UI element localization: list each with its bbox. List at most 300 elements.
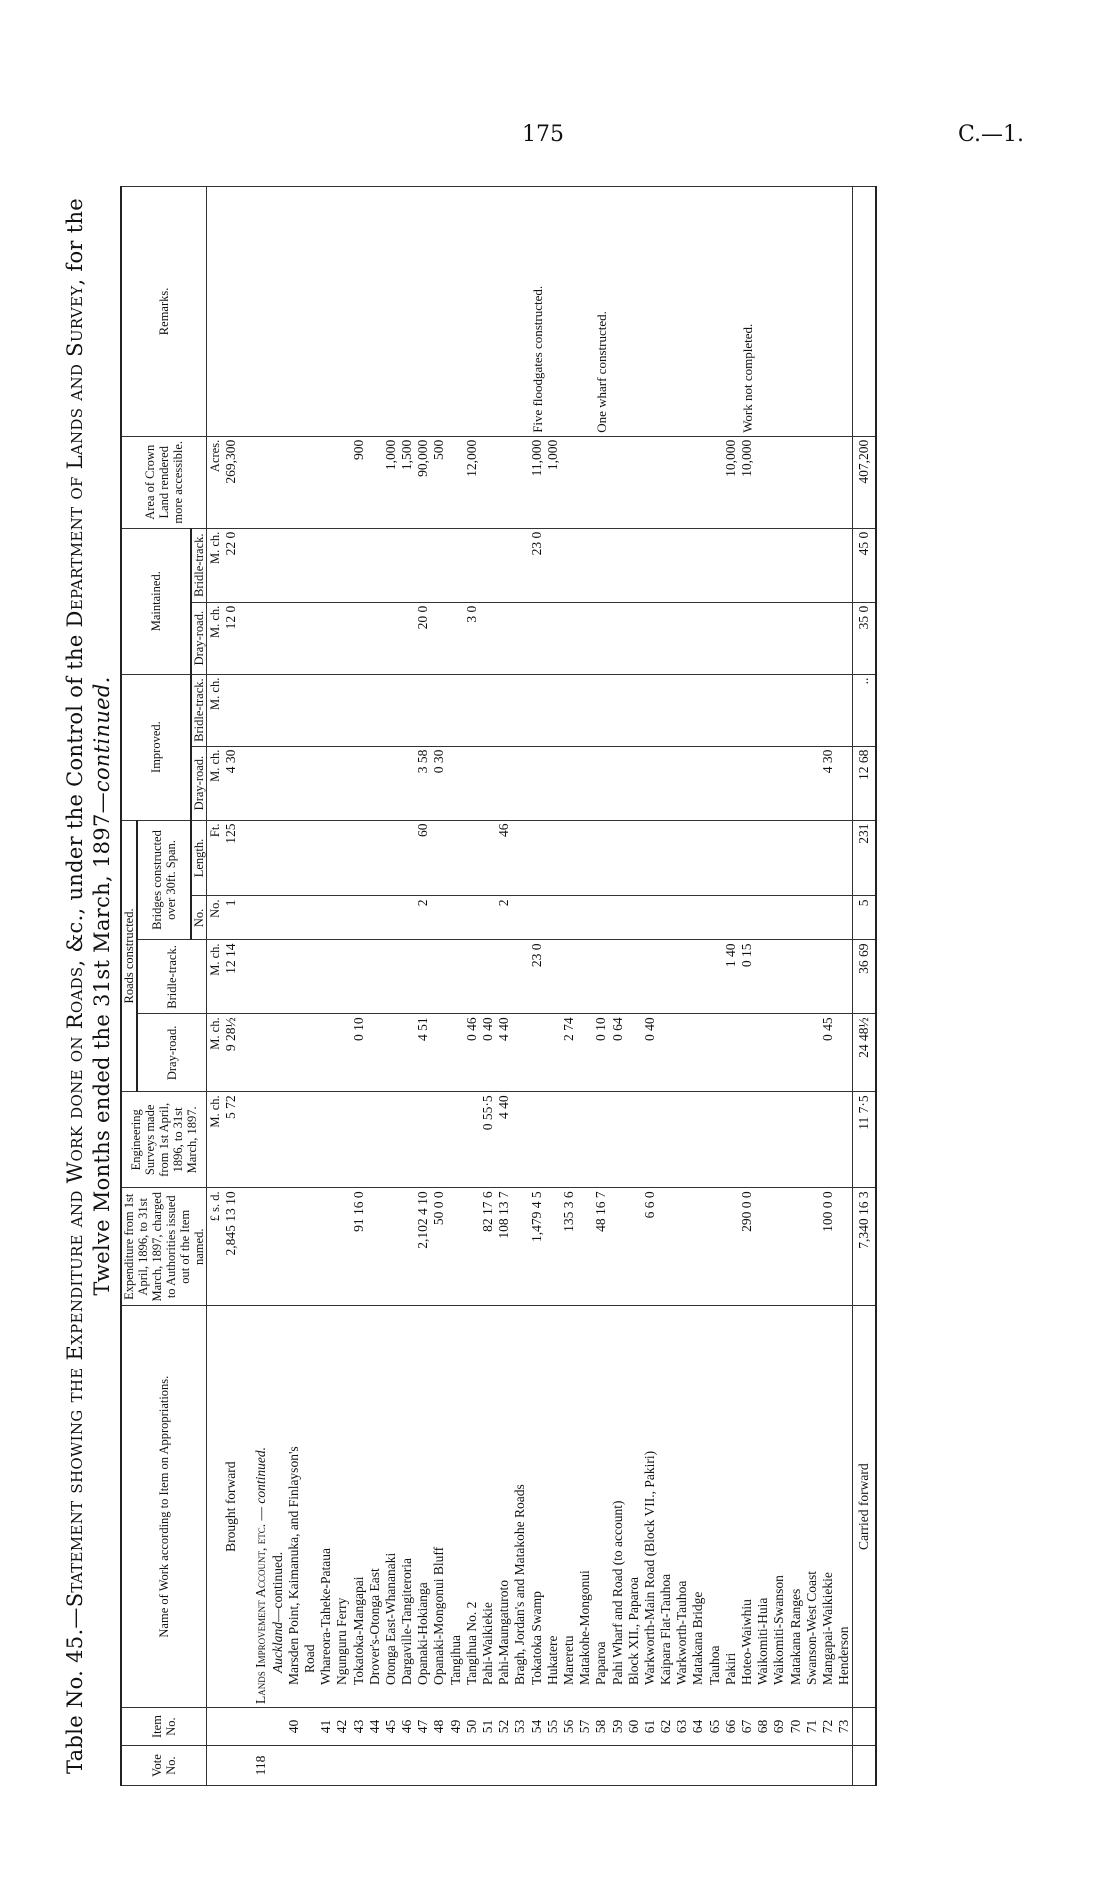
cell-b-no	[318, 896, 334, 940]
cell-c-bridle	[820, 940, 836, 1014]
cell-i-dray	[464, 746, 480, 820]
cell-m-bridle	[674, 528, 690, 602]
cell-m-bridle	[723, 528, 739, 602]
work-name: Opanaki-Hokianga	[415, 1306, 431, 1708]
cell-c-bridle	[755, 940, 771, 1014]
cell-i-bridle	[464, 674, 480, 746]
cell-i-bridle	[334, 674, 350, 746]
cell-b-len	[367, 820, 383, 896]
cell-exp	[836, 1188, 853, 1306]
cell-area	[771, 436, 787, 528]
cell-eng	[415, 1092, 431, 1188]
table-row	[561, 187, 577, 1786]
item-number: 49	[447, 1708, 463, 1746]
cell-i-bridle	[367, 674, 383, 746]
cell-c-dray: 0 64	[609, 1014, 625, 1092]
cell-eng	[577, 1092, 593, 1188]
cell-b-len	[626, 820, 642, 896]
remarks-cell	[642, 187, 658, 437]
item-number: 72	[820, 1708, 836, 1746]
cell-exp	[545, 1188, 561, 1306]
cell-b-len	[399, 820, 415, 896]
remarks-cell	[771, 187, 787, 437]
subsection-heading: Auckland	[269, 1622, 285, 1674]
remarks-cell	[334, 187, 350, 437]
cell-i-dray	[399, 746, 415, 820]
table-row	[286, 187, 302, 1786]
cell-exp: 2,102 4 10	[415, 1188, 431, 1306]
cell-c-bridle	[561, 940, 577, 1014]
cell-exp	[658, 1188, 674, 1306]
cell-eng	[626, 1092, 642, 1188]
cell-area	[496, 436, 512, 528]
cell-i-bridle	[561, 674, 577, 746]
cell-i-dray	[561, 746, 577, 820]
cell-m-dray	[836, 602, 853, 674]
cell-c-bridle	[658, 940, 674, 1014]
work-name: Swanson-West Coast	[804, 1306, 820, 1708]
cell-m-dray	[383, 602, 399, 674]
cell-m-bridle	[820, 528, 836, 602]
cell-i-dray	[658, 746, 674, 820]
cell-c-dray	[399, 1014, 415, 1092]
cell-area: 11,000	[528, 436, 544, 528]
remarks-cell: Work not completed.	[739, 187, 755, 437]
table-row	[496, 187, 512, 1786]
cell-i-dray: 3 58	[415, 746, 431, 820]
brought-forward-row: Brought forward 2,845 13 10 5 72 9 28½ 12 14 1 125 4 30 12 0 22 0 269,300	[223, 187, 239, 1786]
cell-i-bridle	[302, 674, 318, 746]
cell-m-dray	[286, 602, 302, 674]
cell-c-bridle	[302, 940, 318, 1014]
cell-area	[593, 436, 609, 528]
table-row	[383, 187, 399, 1786]
cell-area: 10,000	[723, 436, 739, 528]
cell-c-dray	[577, 1014, 593, 1092]
cell-c-dray	[367, 1014, 383, 1092]
work-name: Henderson	[836, 1306, 853, 1708]
table-row	[302, 187, 318, 1786]
cell-i-dray	[804, 746, 820, 820]
cell-m-bridle	[804, 528, 820, 602]
vote-number: 118	[253, 1746, 269, 1786]
cell-i-dray	[755, 746, 771, 820]
remarks-cell	[431, 187, 447, 437]
cell-c-dray	[658, 1014, 674, 1092]
cell-exp	[626, 1188, 642, 1306]
cell-eng	[447, 1092, 463, 1188]
cell-i-bridle	[528, 674, 544, 746]
cell-i-dray	[706, 746, 722, 820]
work-name: Waikomiti-Swanson	[771, 1306, 787, 1708]
cell-m-bridle	[593, 528, 609, 602]
remarks-cell	[577, 187, 593, 437]
work-name: Bragh, Jordan's and Matakohe Roads	[512, 1306, 528, 1708]
cell-c-dray	[674, 1014, 690, 1092]
work-name: Tangihua	[447, 1306, 463, 1708]
header-area: Area of Crown Land rendered more accessible.	[121, 436, 207, 528]
cell-i-dray	[723, 746, 739, 820]
cell-m-dray	[577, 602, 593, 674]
item-number: 58	[593, 1708, 609, 1746]
cell-c-dray	[723, 1014, 739, 1092]
table-row	[350, 187, 366, 1786]
cell-area	[318, 436, 334, 528]
cell-c-bridle: 1 40	[723, 940, 739, 1014]
cell-c-dray: 0 45	[820, 1014, 836, 1092]
item-number: 71	[804, 1708, 820, 1746]
cell-i-bridle	[609, 674, 625, 746]
cell-i-bridle	[350, 674, 366, 746]
table-row	[415, 187, 431, 1786]
work-name: Mangapai-Waikiekie	[820, 1306, 836, 1708]
cell-b-len	[545, 820, 561, 896]
cell-i-bridle	[771, 674, 787, 746]
remarks-cell	[804, 187, 820, 437]
cell-b-no	[302, 896, 318, 940]
cell-area: 900	[350, 436, 366, 528]
cell-i-dray	[286, 746, 302, 820]
cell-c-bridle	[496, 940, 512, 1014]
cell-c-dray: 4 40	[496, 1014, 512, 1092]
cell-c-dray: 0 10	[593, 1014, 609, 1092]
cell-m-dray: 3 0	[464, 602, 480, 674]
remarks-cell	[755, 187, 771, 437]
cell-m-dray	[658, 602, 674, 674]
cell-area	[674, 436, 690, 528]
cell-m-dray	[609, 602, 625, 674]
header-bridges-length: Length.	[191, 820, 207, 896]
remarks-cell: One wharf constructed.	[593, 187, 609, 437]
cell-i-bridle	[545, 674, 561, 746]
cell-c-bridle	[836, 940, 853, 1014]
cell-area	[609, 436, 625, 528]
cell-m-bridle: 23 0	[528, 528, 544, 602]
cell-i-dray	[496, 746, 512, 820]
cell-eng	[787, 1092, 803, 1188]
item-number: 68	[755, 1708, 771, 1746]
cell-c-dray	[318, 1014, 334, 1092]
cell-b-no: 2	[415, 896, 431, 940]
cell-c-bridle	[367, 940, 383, 1014]
work-name: Waikomiti-Huia	[755, 1306, 771, 1708]
cell-i-bridle	[674, 674, 690, 746]
work-name: Marsden Point, Kaimanuka, and Finlayson's	[286, 1306, 302, 1708]
cell-i-bridle	[820, 674, 836, 746]
table-row	[480, 187, 496, 1786]
cell-c-bridle	[431, 940, 447, 1014]
cell-area: 10,000	[739, 436, 755, 528]
work-name: Dargaville-Tangiteroria	[399, 1306, 415, 1708]
cell-m-dray	[350, 602, 366, 674]
statement-table	[120, 186, 877, 1786]
cell-m-dray	[528, 602, 544, 674]
cell-i-bridle	[658, 674, 674, 746]
table-row	[787, 187, 803, 1786]
cell-b-len	[723, 820, 739, 896]
remarks-cell: Five floodgates constructed.	[528, 187, 544, 437]
cell-area	[804, 436, 820, 528]
cell-m-dray	[334, 602, 350, 674]
cell-m-dray	[626, 602, 642, 674]
work-name: Drover's-Otonga East	[367, 1306, 383, 1708]
item-number: 60	[626, 1708, 642, 1746]
cell-m-bridle	[755, 528, 771, 602]
cell-m-dray	[755, 602, 771, 674]
work-name: Pahi-Maungaturoto	[496, 1306, 512, 1708]
remarks-cell	[447, 187, 463, 437]
table-row	[642, 187, 658, 1786]
cell-m-dray	[399, 602, 415, 674]
cell-m-dray	[690, 602, 706, 674]
work-name: Warkworth-Tauhoa	[674, 1306, 690, 1708]
table-row	[658, 187, 674, 1786]
table-row	[755, 187, 771, 1786]
cell-b-len	[302, 820, 318, 896]
table-row	[545, 187, 561, 1786]
item-number: 47	[415, 1708, 431, 1746]
cell-m-bridle	[739, 528, 755, 602]
work-name: Opanaki-Mongonui Bluff	[431, 1306, 447, 1708]
work-name: Road	[302, 1306, 318, 1708]
cell-c-bridle	[787, 940, 803, 1014]
cell-b-no	[561, 896, 577, 940]
cell-b-len	[431, 820, 447, 896]
work-name: Tangihua No. 2	[464, 1306, 480, 1708]
cell-c-dray	[528, 1014, 544, 1092]
cell-c-bridle	[674, 940, 690, 1014]
cell-exp	[367, 1188, 383, 1306]
remarks-cell	[496, 187, 512, 437]
cell-b-no	[609, 896, 625, 940]
work-name: Pahi-Waikiekie	[480, 1306, 496, 1708]
cell-exp	[399, 1188, 415, 1306]
cell-i-bridle	[431, 674, 447, 746]
work-name: Tokatoka-Mangapai	[350, 1306, 366, 1708]
cell-area: 1,000	[383, 436, 399, 528]
cell-eng	[528, 1092, 544, 1188]
cell-c-dray	[690, 1014, 706, 1092]
cell-m-bridle	[286, 528, 302, 602]
cell-b-no	[690, 896, 706, 940]
cell-m-bridle	[787, 528, 803, 602]
cell-i-bridle	[836, 674, 853, 746]
cell-b-no	[642, 896, 658, 940]
cell-i-dray	[739, 746, 755, 820]
cell-i-dray	[609, 746, 625, 820]
cell-m-bridle	[609, 528, 625, 602]
cell-m-bridle	[545, 528, 561, 602]
cell-exp: 50 0 0	[431, 1188, 447, 1306]
item-number: 43	[350, 1708, 366, 1746]
cell-eng	[771, 1092, 787, 1188]
cell-i-bridle	[415, 674, 431, 746]
cell-b-no	[447, 896, 463, 940]
cell-b-no	[480, 896, 496, 940]
work-name: Tauhoa	[706, 1306, 722, 1708]
cell-exp	[706, 1188, 722, 1306]
cell-c-dray	[755, 1014, 771, 1092]
cell-m-dray	[431, 602, 447, 674]
cell-eng	[804, 1092, 820, 1188]
cell-exp	[755, 1188, 771, 1306]
work-name: Otonga East-Whananaki	[383, 1306, 399, 1708]
cell-b-no	[286, 896, 302, 940]
header-constructed-bridle-track: Bridle-track.	[137, 940, 207, 1014]
cell-i-dray	[690, 746, 706, 820]
item-number: 63	[674, 1708, 690, 1746]
cell-b-no	[771, 896, 787, 940]
header-maintained: Maintained.	[121, 528, 191, 674]
cell-m-bridle	[431, 528, 447, 602]
cell-b-len	[286, 820, 302, 896]
cell-exp	[286, 1188, 302, 1306]
cell-c-dray: 2 74	[561, 1014, 577, 1092]
section-heading-row: 118 Lands Improvement Account, etc. — continued.	[253, 187, 269, 1786]
cell-area: 500	[431, 436, 447, 528]
item-number: 65	[706, 1708, 722, 1746]
header-name-of-work: Name of Work according to Item on Appropriations.	[121, 1306, 207, 1708]
cell-b-no	[367, 896, 383, 940]
cell-c-dray: 0 40	[480, 1014, 496, 1092]
cell-m-bridle	[496, 528, 512, 602]
cell-b-len	[609, 820, 625, 896]
cell-m-dray	[674, 602, 690, 674]
work-name: Ngunguru Ferry	[334, 1306, 350, 1708]
cell-c-bridle	[545, 940, 561, 1014]
cell-m-dray	[771, 602, 787, 674]
table-row	[723, 187, 739, 1786]
remarks-cell	[690, 187, 706, 437]
cell-eng	[561, 1092, 577, 1188]
cell-exp	[609, 1188, 625, 1306]
cell-exp: 48 16 7	[593, 1188, 609, 1306]
cell-m-bridle	[561, 528, 577, 602]
cell-m-bridle	[836, 528, 853, 602]
cell-b-len: 46	[496, 820, 512, 896]
cell-c-bridle	[771, 940, 787, 1014]
cell-m-dray	[739, 602, 755, 674]
cell-m-bridle	[480, 528, 496, 602]
cell-area	[787, 436, 803, 528]
table-row	[577, 187, 593, 1786]
cell-c-dray	[545, 1014, 561, 1092]
cell-b-no	[820, 896, 836, 940]
cell-m-bridle	[302, 528, 318, 602]
cell-eng	[350, 1092, 366, 1188]
cell-area	[642, 436, 658, 528]
cell-eng	[642, 1092, 658, 1188]
cell-eng	[690, 1092, 706, 1188]
cell-exp: 100 0 0	[820, 1188, 836, 1306]
cell-b-len	[804, 820, 820, 896]
cell-c-dray	[302, 1014, 318, 1092]
cell-b-no	[383, 896, 399, 940]
cell-b-len	[755, 820, 771, 896]
cell-exp: 6 6 0	[642, 1188, 658, 1306]
cell-b-len: 60	[415, 820, 431, 896]
cell-m-dray	[642, 602, 658, 674]
cell-eng	[836, 1092, 853, 1188]
cell-area: 12,000	[464, 436, 480, 528]
cell-b-len	[739, 820, 755, 896]
cell-eng	[302, 1092, 318, 1188]
cell-c-bridle	[609, 940, 625, 1014]
cell-c-bridle: 0 15	[739, 940, 755, 1014]
cell-c-bridle	[626, 940, 642, 1014]
cell-area	[367, 436, 383, 528]
cell-i-bridle	[399, 674, 415, 746]
cell-eng	[820, 1092, 836, 1188]
table-row	[334, 187, 350, 1786]
cell-eng	[399, 1092, 415, 1188]
cell-m-dray	[367, 602, 383, 674]
table-row	[528, 187, 544, 1786]
remarks-cell	[609, 187, 625, 437]
cell-area: 1,000	[545, 436, 561, 528]
cell-b-len	[771, 820, 787, 896]
cell-m-bridle	[399, 528, 415, 602]
cell-area	[561, 436, 577, 528]
cell-i-dray	[334, 746, 350, 820]
cell-exp: 82 17 6	[480, 1188, 496, 1306]
cell-exp	[577, 1188, 593, 1306]
remarks-cell	[723, 187, 739, 437]
cell-eng	[367, 1092, 383, 1188]
cell-area	[755, 436, 771, 528]
cell-eng	[512, 1092, 528, 1188]
item-number: 50	[464, 1708, 480, 1746]
cell-c-bridle	[464, 940, 480, 1014]
header-improved: Improved.	[121, 674, 191, 820]
cell-area	[447, 436, 463, 528]
cell-b-no	[626, 896, 642, 940]
cell-b-len	[464, 820, 480, 896]
cell-exp	[334, 1188, 350, 1306]
remarks-cell	[399, 187, 415, 437]
cell-exp: 1,479 4 5	[528, 1188, 544, 1306]
cell-m-dray	[787, 602, 803, 674]
cell-m-bridle	[318, 528, 334, 602]
cell-exp: 135 3 6	[561, 1188, 577, 1306]
cell-c-bridle	[480, 940, 496, 1014]
cell-m-dray	[496, 602, 512, 674]
table-row	[609, 187, 625, 1786]
header-item-no: Item No.	[121, 1708, 207, 1746]
cell-b-len	[836, 820, 853, 896]
table-row	[447, 187, 463, 1786]
item-number: 48	[431, 1708, 447, 1746]
cell-b-len	[674, 820, 690, 896]
cell-eng: 0 55·5	[480, 1092, 496, 1188]
cell-c-dray: 0 10	[350, 1014, 366, 1092]
page-header	[0, 122, 1114, 162]
remarks-cell	[367, 187, 383, 437]
work-name: Kaipara Flat-Tauhoa	[658, 1306, 674, 1708]
cell-eng	[318, 1092, 334, 1188]
header-improved-dray-road: Dray-road.	[191, 746, 207, 820]
header-expenditure: Expenditure from 1st April, 1896, to 31st March, 1897, charged to Authorities issued out of the Item named.	[121, 1188, 207, 1306]
cell-i-bridle	[512, 674, 528, 746]
work-name: Tokatoka Swamp	[528, 1306, 544, 1708]
cell-c-dray	[804, 1014, 820, 1092]
cell-m-bridle	[706, 528, 722, 602]
cell-b-len	[820, 820, 836, 896]
cell-exp	[318, 1188, 334, 1306]
remarks-cell	[836, 187, 853, 437]
cell-b-no	[755, 896, 771, 940]
cell-c-bridle	[690, 940, 706, 1014]
